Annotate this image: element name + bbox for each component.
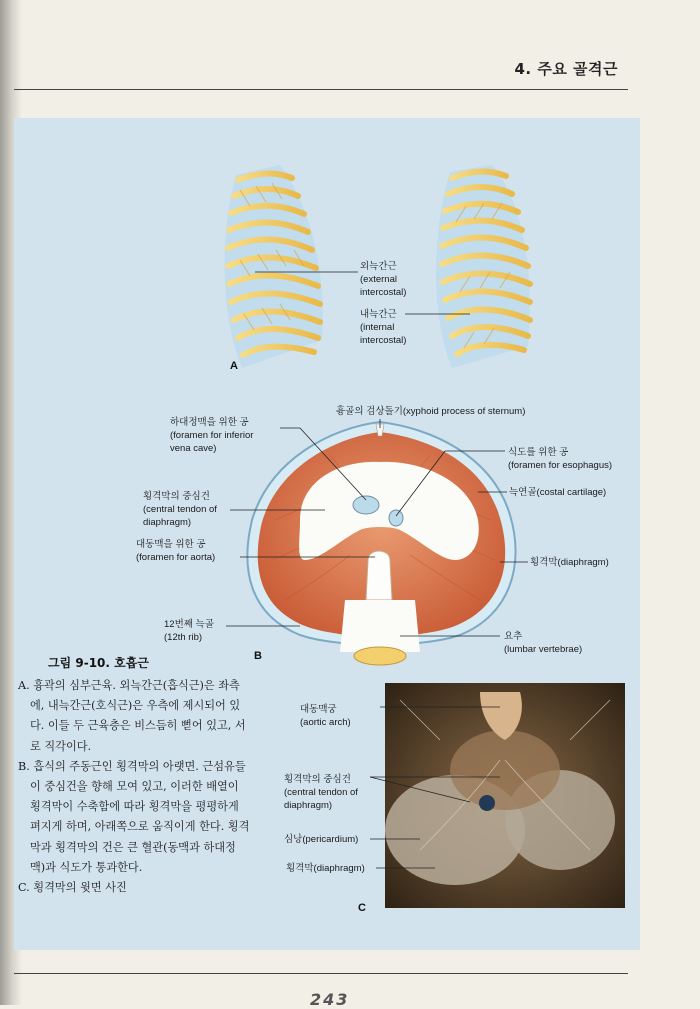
plate-label-a: A xyxy=(230,360,238,372)
label-diaphragm-c: 횡격막(diaphragm) xyxy=(286,863,365,874)
diaphragm-superior-photo xyxy=(385,683,625,908)
label-central-tendon-c: 횡격막의 중심건 (central tendon of diaphragm) xyxy=(284,774,358,811)
caption-c: C. 횡격막의 윗면 사진 xyxy=(18,881,127,895)
figure-caption xyxy=(18,676,250,898)
caption-a: A. 흉곽의 심부근육. 외늑간근(흡식근)은 좌측에, 내늑간근(호식근)은 우측에 제시되어 있다. 이들 두 근육층은 비스듬히 뻗어 있고, 서로 직각이다. xyxy=(18,679,246,753)
label-foramen-vena-cava: 하대정맥을 위한 공 (foramen for inferior vena cave) xyxy=(170,417,254,454)
label-xyphoid-process: 흉골의 검상돌기(xyphoid process of sternum) xyxy=(336,406,526,417)
plate-label-c: C xyxy=(358,902,366,914)
section-header: 4. 주요 골격근 xyxy=(514,60,618,78)
label-diaphragm-b: 횡격막(diaphragm) xyxy=(530,557,609,568)
rib-cage-left-illustration xyxy=(225,165,323,368)
label-costal-cartilage: 늑연골(costal cartilage) xyxy=(509,487,607,498)
label-foramen-aorta: 대동맥을 위한 공 (foramen for aorta) xyxy=(136,539,216,563)
label-aortic-arch: 대동맥궁 (aortic arch) xyxy=(300,704,351,728)
label-lumbar-vertebrae: 요추 (lumbar vertebrae) xyxy=(504,631,583,655)
footer-rule xyxy=(14,973,628,974)
label-central-tendon-b: 횡격막의 중심건 (central tendon of diaphragm) xyxy=(143,491,217,528)
caption-b: B. 흡식의 주동근인 횡격막의 아랫면. 근섬유들이 중심건을 향해 모여 있고, 이러한 배열이 횡격막이 수축함에 따라 횡격막을 평평하게 펴지게 하며, 아래쪽으로 움직이게 한다. 횡격막과 횡격막의 건은 큰 혈관(동맥과 하대정맥)과 식도가 통과한다. xyxy=(18,759,250,874)
label-external-intercostal: 외늑간근 (external intercostal) xyxy=(360,261,407,298)
diaphragm-inferior-illustration xyxy=(247,422,515,665)
rib-cage-right-illustration xyxy=(436,165,530,368)
label-12th-rib: 12번째 늑골 (12th rib) xyxy=(164,619,214,643)
label-internal-intercostal: 내늑간근 (internal intercostal) xyxy=(360,309,407,346)
page-number: 243 xyxy=(310,990,350,1009)
figure-title: 그림 9-10. 호흡근 xyxy=(48,656,149,670)
label-pericardium: 심낭(pericardium) xyxy=(284,834,359,845)
label-foramen-esophagus: 식도를 위한 공 (foramen for esophagus) xyxy=(508,447,613,471)
plate-label-b: B xyxy=(254,650,262,662)
